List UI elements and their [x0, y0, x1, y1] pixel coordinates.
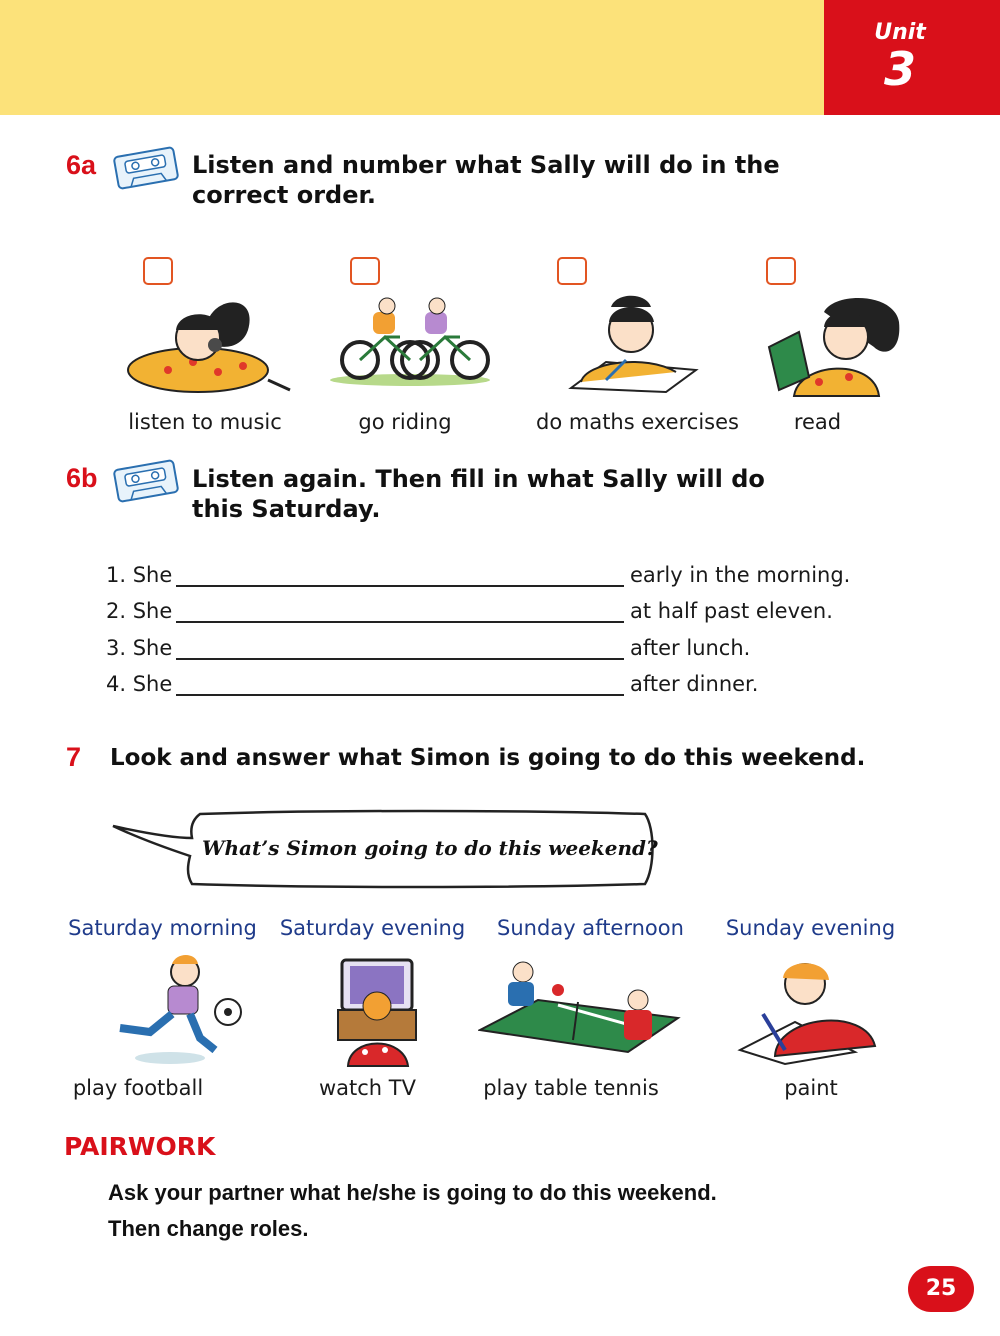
fill-line-prefix: 2. She: [106, 599, 173, 623]
unit-label: Unit: [874, 20, 926, 45]
fill-line-prefix: 4. She: [106, 672, 173, 696]
activity-caption: play table tennis: [483, 1076, 659, 1100]
watch-tv-illustration: [330, 958, 425, 1070]
header-band: [0, 0, 824, 115]
fill-line-prefix: 1. She: [106, 563, 173, 587]
fill-line-suffix: early in the morning.: [630, 563, 851, 587]
order-checkbox[interactable]: [143, 257, 173, 285]
exercise-7-number: 7: [66, 742, 82, 772]
instruction-line: this Saturday.: [192, 495, 381, 523]
paint-illustration: [735, 956, 880, 1066]
exercise-6a-number: 6a: [66, 150, 97, 180]
go-riding-illustration: [325, 292, 495, 392]
instruction-line: correct order.: [192, 181, 377, 209]
listen-to-music-illustration: [118, 290, 298, 402]
play-football-illustration: [80, 950, 250, 1068]
order-checkbox[interactable]: [350, 257, 380, 285]
do-maths-illustration: [566, 292, 706, 396]
exercise-7-instruction: Look and answer what Simon is going to do this weekend.: [110, 745, 866, 771]
activity-caption: read: [793, 410, 842, 434]
pairwork-instruction: Ask your partner what he/she is going to do this weekend.: [108, 1180, 717, 1205]
instruction-line: Listen and number what Sally will do in the: [192, 151, 780, 179]
day-heading: Saturday evening: [279, 916, 466, 940]
activity-caption: watch TV: [318, 1076, 416, 1100]
unit-tab: [824, 0, 1000, 115]
activity-caption: play football: [72, 1076, 204, 1100]
fill-line-suffix: after lunch.: [630, 636, 751, 660]
activity-caption: paint: [784, 1076, 838, 1100]
day-heading: Sunday afternoon: [497, 916, 684, 940]
page-number: 25: [908, 1266, 974, 1312]
fill-line-suffix: at half past eleven.: [630, 599, 833, 623]
cassette-icon: [110, 146, 182, 190]
order-checkbox[interactable]: [766, 257, 796, 285]
fill-blank[interactable]: [176, 621, 624, 623]
fill-line-prefix: 3. She: [106, 636, 173, 660]
day-heading: Sunday evening: [725, 916, 896, 940]
bubble-question: What’s Simon going to do this weekend?: [202, 836, 658, 860]
activity-caption: listen to music: [128, 410, 282, 434]
fill-line-suffix: after dinner.: [630, 672, 759, 696]
instruction-line: Listen again. Then fill in what Sally will do: [192, 465, 765, 493]
fill-blank[interactable]: [176, 658, 624, 660]
exercise-6b-instruction: [192, 464, 872, 524]
exercise-6a-instruction: [192, 150, 872, 210]
exercise-6b-number: 6b: [66, 463, 98, 493]
play-table-tennis-illustration: [478, 960, 683, 1060]
order-checkbox[interactable]: [557, 257, 587, 285]
activity-caption: go riding: [358, 410, 452, 434]
day-heading: Saturday morning: [68, 916, 257, 940]
pairwork-instruction: Then change roles.: [108, 1216, 309, 1241]
fill-blank[interactable]: [176, 694, 624, 696]
activity-caption: do maths exercises: [536, 410, 739, 434]
pairwork-title: PAIRWORK: [64, 1132, 216, 1161]
read-illustration: [764, 292, 909, 402]
unit-number: 3: [883, 42, 916, 96]
cassette-icon: [110, 459, 182, 503]
fill-blank[interactable]: [176, 585, 624, 587]
